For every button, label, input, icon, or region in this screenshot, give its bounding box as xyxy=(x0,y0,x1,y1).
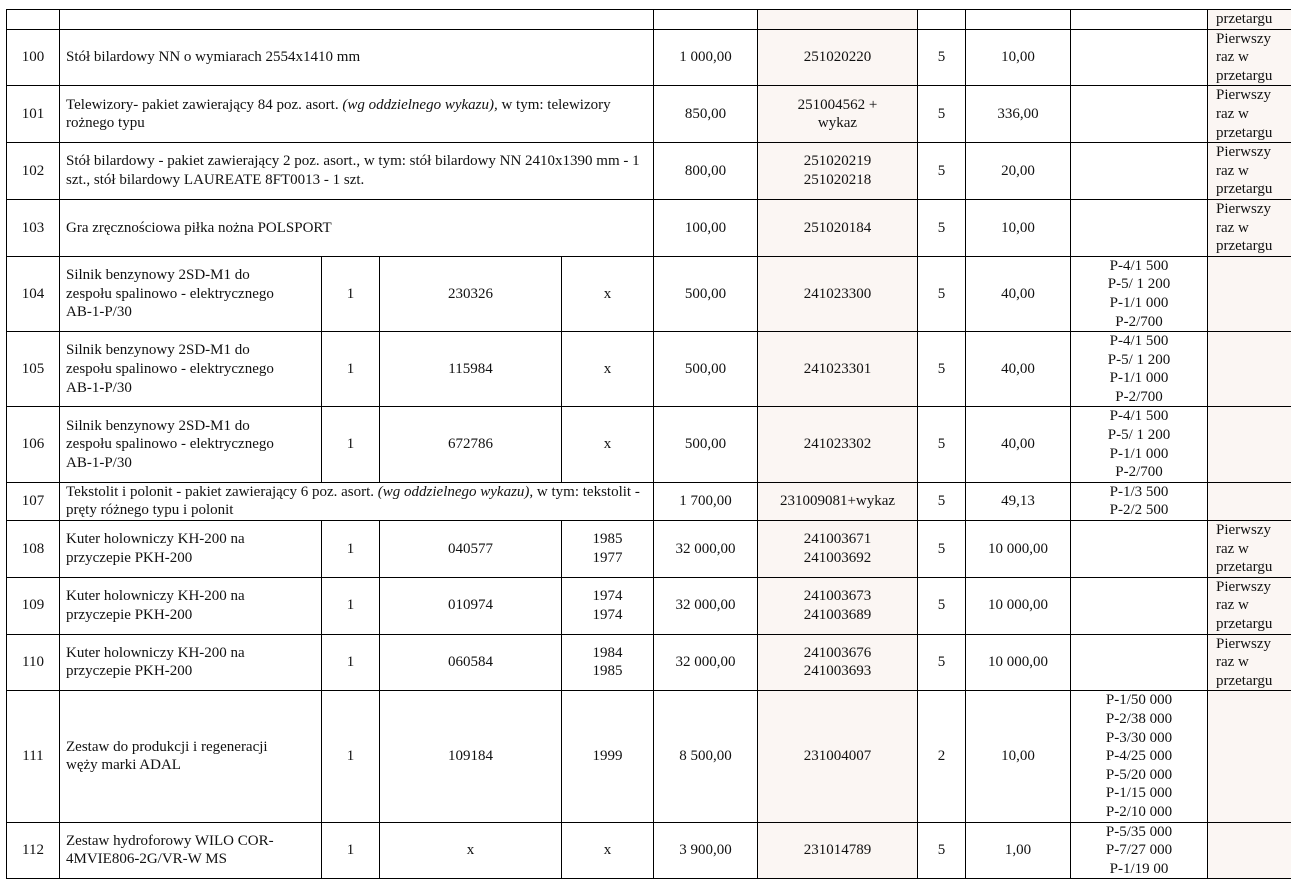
cell-serial: 115984 xyxy=(380,332,562,407)
cell-status: Pierwszy raz w przetargu xyxy=(1208,199,1291,256)
cell-fee: 336,00 xyxy=(966,86,1071,143)
cell-price: 8 500,00 xyxy=(654,691,758,822)
cell-vat: 5 xyxy=(918,822,966,879)
description-italic-note: (wg oddzielnego wykazu), xyxy=(342,96,498,113)
table-row xyxy=(7,691,1291,822)
cell-fee: 20,00 xyxy=(966,143,1071,200)
cell-no: 102 xyxy=(7,143,60,200)
cell-qty: 1 xyxy=(322,407,380,482)
table-row xyxy=(7,482,1291,520)
cell-no: 108 xyxy=(7,521,60,578)
table-row xyxy=(7,822,1291,879)
cell-vat: 5 xyxy=(918,29,966,86)
cell-price: 100,00 xyxy=(654,199,758,256)
description-italic-note: (wg oddzielnego wykazu), xyxy=(377,483,534,500)
cell-price: 3 900,00 xyxy=(654,822,758,879)
cell-vat xyxy=(918,10,966,30)
cell-name: Silnik benzynowy 2SD-M1 do zespołu spalinowo - elektrycznego AB-1-P/30 xyxy=(60,407,322,482)
cell-notes xyxy=(1071,199,1208,256)
cell-qty: 1 xyxy=(322,691,380,822)
cell-no: 110 xyxy=(7,634,60,691)
cell-qty: 1 xyxy=(322,332,380,407)
table-row xyxy=(7,332,1291,407)
cell-vat: 2 xyxy=(918,691,966,822)
cell-vat: 5 xyxy=(918,143,966,200)
cell-notes: P-4/1 500 P-5/ 1 200 P-1/1 000 P-2/700 xyxy=(1071,332,1208,407)
cell-name: Kuter holowniczy KH-200 na przyczepie PKH-200 xyxy=(60,577,322,634)
cell-notes: P-5/35 000 P-7/27 000 P-1/19 00 xyxy=(1071,822,1208,879)
cell-status: Pierwszy raz w przetargu xyxy=(1208,29,1291,86)
cell-index: 241023301 xyxy=(758,332,918,407)
cell-price: 500,00 xyxy=(654,332,758,407)
cell-index: 251020220 xyxy=(758,29,918,86)
cell-status: Pierwszy raz w przetargu xyxy=(1208,634,1291,691)
cell-status: Pierwszy raz w przetargu xyxy=(1208,143,1291,200)
cell-fee: 10,00 xyxy=(966,691,1071,822)
cell-name: Kuter holowniczy KH-200 na przyczepie PKH-200 xyxy=(60,634,322,691)
cell-serial: x xyxy=(380,822,562,879)
cell-description xyxy=(60,10,654,30)
cell-year: x xyxy=(562,256,654,331)
cell-name: Silnik benzynowy 2SD-M1 do zespołu spalinowo - elektrycznego AB-1-P/30 xyxy=(60,256,322,331)
cell-fee: 10 000,00 xyxy=(966,634,1071,691)
cell-price: 32 000,00 xyxy=(654,521,758,578)
cell-vat: 5 xyxy=(918,256,966,331)
cell-description xyxy=(60,86,654,143)
cell-vat: 5 xyxy=(918,577,966,634)
table-row xyxy=(7,521,1291,578)
cell-no: 112 xyxy=(7,822,60,879)
cell-index: 241003673 241003689 xyxy=(758,577,918,634)
table-row xyxy=(7,407,1291,482)
cell-no xyxy=(7,10,60,30)
cell-description xyxy=(60,482,654,520)
cell-notes xyxy=(1071,577,1208,634)
cell-fee: 10 000,00 xyxy=(966,521,1071,578)
cell-year: x xyxy=(562,407,654,482)
cell-price: 32 000,00 xyxy=(654,577,758,634)
cell-serial: 010974 xyxy=(380,577,562,634)
cell-no: 105 xyxy=(7,332,60,407)
table-row xyxy=(7,86,1291,143)
cell-year: 1985 1977 xyxy=(562,521,654,578)
cell-name: Zestaw hydroforowy WILO COR- 4MVIE806-2G/VR-W MS xyxy=(60,822,322,879)
cell-qty: 1 xyxy=(322,822,380,879)
cell-qty: 1 xyxy=(322,256,380,331)
cell-vat: 5 xyxy=(918,482,966,520)
cell-year: 1999 xyxy=(562,691,654,822)
cell-notes: P-4/1 500 P-5/ 1 200 P-1/1 000 P-2/700 xyxy=(1071,407,1208,482)
cell-status xyxy=(1208,332,1291,407)
cell-price: 850,00 xyxy=(654,86,758,143)
cell-vat: 5 xyxy=(918,634,966,691)
cell-notes xyxy=(1071,521,1208,578)
cell-vat: 5 xyxy=(918,86,966,143)
cell-fee: 10,00 xyxy=(966,29,1071,86)
cell-fee: 10,00 xyxy=(966,199,1071,256)
table-row xyxy=(7,256,1291,331)
cell-price xyxy=(654,10,758,30)
cell-fee: 49,13 xyxy=(966,482,1071,520)
table-row xyxy=(7,199,1291,256)
cell-price: 1 700,00 xyxy=(654,482,758,520)
cell-fee: 1,00 xyxy=(966,822,1071,879)
cell-vat: 5 xyxy=(918,521,966,578)
cell-no: 103 xyxy=(7,199,60,256)
cell-notes: P-1/3 500 P-2/2 500 xyxy=(1071,482,1208,520)
cell-index: 231009081+wykaz xyxy=(758,482,918,520)
table-row xyxy=(7,577,1291,634)
cell-serial: 672786 xyxy=(380,407,562,482)
cell-index: 251020184 xyxy=(758,199,918,256)
table-row xyxy=(7,10,1291,30)
cell-description: Stół bilardowy - pakiet zawierający 2 poz. asort., w tym: stół bilardowy NN 2410x1390 mm - 1 szt., stół bilardowy LAUREATE 8FT0013 - 1 szt. xyxy=(60,143,654,200)
cell-notes: P-1/50 000 P-2/38 000 P-3/30 000 P-4/25 000 P-5/20 000 P-1/15 000 P-2/10 000 xyxy=(1071,691,1208,822)
cell-no: 106 xyxy=(7,407,60,482)
cell-serial: 109184 xyxy=(380,691,562,822)
cell-index: 241023302 xyxy=(758,407,918,482)
description-text: Tekstolit i polonit - pakiet zawierający 6 poz. asort. xyxy=(66,483,378,500)
cell-serial: 230326 xyxy=(380,256,562,331)
cell-year: x xyxy=(562,822,654,879)
cell-name: Silnik benzynowy 2SD-M1 do zespołu spalinowo - elektrycznego AB-1-P/30 xyxy=(60,332,322,407)
cell-name: Zestaw do produkcji i regeneracji węży marki ADAL xyxy=(60,691,322,822)
cell-price: 32 000,00 xyxy=(654,634,758,691)
cell-notes xyxy=(1071,10,1208,30)
cell-notes xyxy=(1071,143,1208,200)
cell-status: Pierwszy raz w przetargu xyxy=(1208,577,1291,634)
cell-vat: 5 xyxy=(918,332,966,407)
cell-index: 231004007 xyxy=(758,691,918,822)
cell-no: 109 xyxy=(7,577,60,634)
cell-year: 1984 1985 xyxy=(562,634,654,691)
cell-index: 231014789 xyxy=(758,822,918,879)
cell-status: przetargu xyxy=(1208,10,1291,30)
cell-price: 500,00 xyxy=(654,256,758,331)
cell-index xyxy=(758,10,918,30)
cell-year: 1974 1974 xyxy=(562,577,654,634)
cell-notes xyxy=(1071,634,1208,691)
table-row xyxy=(7,143,1291,200)
cell-description: Stół bilardowy NN o wymiarach 2554x1410 mm xyxy=(60,29,654,86)
cell-no: 107 xyxy=(7,482,60,520)
table-row xyxy=(7,29,1291,86)
cell-fee: 40,00 xyxy=(966,407,1071,482)
cell-status xyxy=(1208,482,1291,520)
cell-qty: 1 xyxy=(322,521,380,578)
cell-serial: 060584 xyxy=(380,634,562,691)
cell-no: 101 xyxy=(7,86,60,143)
cell-vat: 5 xyxy=(918,407,966,482)
cell-index: 241023300 xyxy=(758,256,918,331)
document-table-wrapper xyxy=(6,9,1291,879)
cell-no: 111 xyxy=(7,691,60,822)
cell-no: 100 xyxy=(7,29,60,86)
cell-index: 251004562 + wykaz xyxy=(758,86,918,143)
cell-fee xyxy=(966,10,1071,30)
cell-name: Kuter holowniczy KH-200 na przyczepie PKH-200 xyxy=(60,521,322,578)
cell-status: Pierwszy raz w przetargu xyxy=(1208,86,1291,143)
cell-serial: 040577 xyxy=(380,521,562,578)
cell-vat: 5 xyxy=(918,199,966,256)
cell-status xyxy=(1208,691,1291,822)
cell-qty: 1 xyxy=(322,634,380,691)
cell-notes: P-4/1 500 P-5/ 1 200 P-1/1 000 P-2/700 xyxy=(1071,256,1208,331)
table-row xyxy=(7,634,1291,691)
cell-description: Gra zręcznościowa piłka nożna POLSPORT xyxy=(60,199,654,256)
cell-index: 241003676 241003693 xyxy=(758,634,918,691)
cell-price: 500,00 xyxy=(654,407,758,482)
cell-qty: 1 xyxy=(322,577,380,634)
cell-fee: 10 000,00 xyxy=(966,577,1071,634)
cell-status xyxy=(1208,256,1291,331)
cell-price: 1 000,00 xyxy=(654,29,758,86)
cell-no: 104 xyxy=(7,256,60,331)
cell-fee: 40,00 xyxy=(966,332,1071,407)
cell-notes xyxy=(1071,29,1208,86)
cell-status: Pierwszy raz w przetargu xyxy=(1208,521,1291,578)
cell-year: x xyxy=(562,332,654,407)
cell-status xyxy=(1208,822,1291,879)
cell-status xyxy=(1208,407,1291,482)
description-text-tail: w tym: telewizory rożnego typu xyxy=(66,96,611,132)
cell-fee: 40,00 xyxy=(966,256,1071,331)
description-text-tail: w tym: tekstolit - pręty różnego typu i polonit xyxy=(66,483,640,519)
cell-index: 241003671 241003692 xyxy=(758,521,918,578)
cell-price: 800,00 xyxy=(654,143,758,200)
cell-notes xyxy=(1071,86,1208,143)
auction-items-table xyxy=(6,9,1291,879)
cell-index: 251020219 251020218 xyxy=(758,143,918,200)
description-text: Telewizory- pakiet zawierający 84 poz. asort. xyxy=(66,96,343,113)
